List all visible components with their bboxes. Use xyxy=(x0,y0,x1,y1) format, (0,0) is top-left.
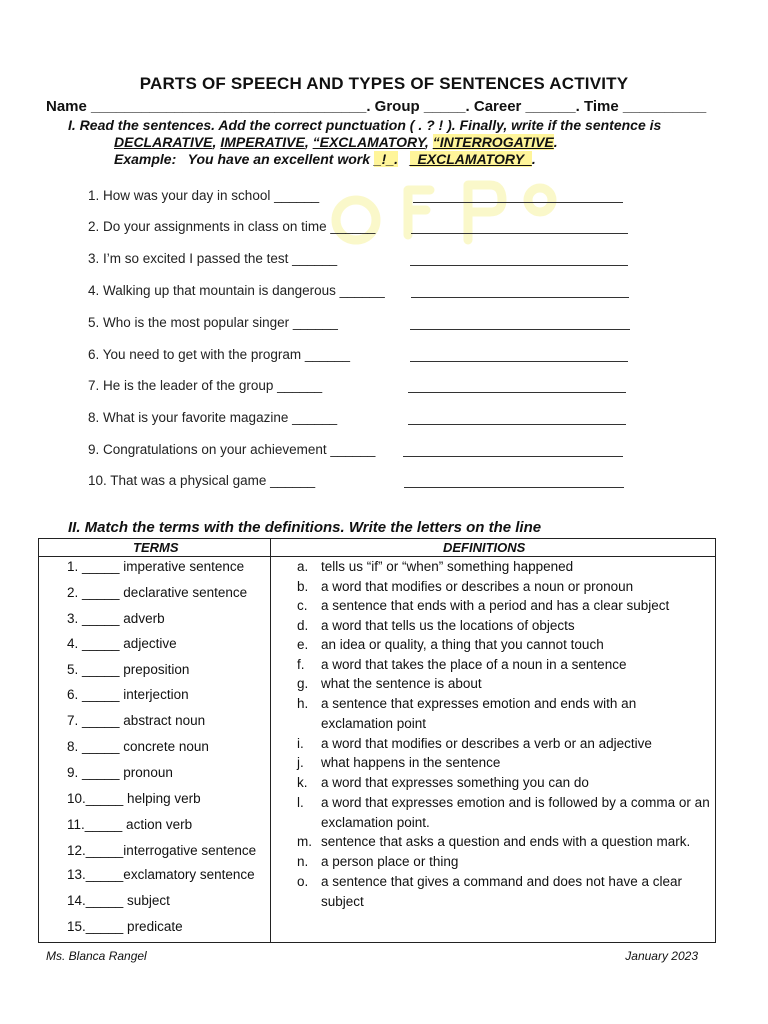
term-item: 10._____ helping verb xyxy=(67,791,201,806)
definitions-header: DEFINITIONS xyxy=(443,540,526,555)
answer-line[interactable] xyxy=(410,265,628,266)
terms-header: TERMS xyxy=(133,540,179,555)
section-2-instruction: II. Match the terms with the definitions. Write the letters on the line xyxy=(68,519,542,536)
answer-line[interactable] xyxy=(413,202,623,203)
example-type: _EXCLAMATORY_ xyxy=(409,151,532,167)
sentence-item: 3. I’m so excited I passed the test ______ xyxy=(88,251,337,271)
name-group-career-time-line: Name _________________________________. Group _____. Career ______. Time __________ xyxy=(46,98,707,115)
example-line: Example: You have an excellent work _!_. _EXCLAMATORY_. xyxy=(114,151,536,167)
matching-table: TERMS DEFINITIONS 1. _____ imperative sentence 2. _____ declarative sentence 3. _____ adverb 4. _____ adjective 5. _____ preposition 6. _____ interjection 7. _____ abstract noun 8. _____ concrete noun 9. _____ pronoun 10._____ helping verb 11._____ action verb 12._____interrogative sentence 13._____exclamatory sentence 14._____ subject 15._____ predicate a. tells us “if” or “when” something happened b. a word that modifies or describes a noun or pronoun c. a sentence that ends with a period and has a clear subject d. a word that tells us the locations of objects e. an idea or quality, a thing that you cannot touch f. a word that takes the place of a noun in a sentence g. what the sentence is about h. a sentence that expresses emotion and ends with an exclamation point i. a word that modifies or describes a verb or an adjective j. what happens in the sentence k. a word that expresses something you can do l. a word that expresses emotion and is followed by a comma or an exclamation point. m. sentence that asks a question and ends with a question mark. n. a person place or thing o. a sentence that gives a command and does not have a clear subject xyxy=(38,538,716,943)
answer-line[interactable] xyxy=(411,297,629,298)
footer-author: Ms. Blanca Rangel xyxy=(46,949,147,963)
answer-line[interactable] xyxy=(408,392,626,393)
worksheet-title: PARTS OF SPEECH AND TYPES OF SENTENCES ACTIVITY xyxy=(139,74,629,93)
answer-line[interactable] xyxy=(410,361,628,362)
footer-date: January 2023 xyxy=(625,949,698,963)
sentence-item: 4. Walking up that mountain is dangerous ______ xyxy=(88,283,385,303)
sentence-item: 5. Who is the most popular singer ______ xyxy=(88,315,338,335)
sentence-item: 8. What is your favorite magazine ______ xyxy=(88,410,337,430)
example-punctuation: _!_. xyxy=(373,151,399,167)
answer-line[interactable] xyxy=(410,329,630,330)
section-1-instruction-line: I. Read the sentences. Add the correct punctuation ( . ? ! ). Finally, write if the sentence is xyxy=(68,117,662,133)
sentence-item: 7. He is the leader of the group ______ xyxy=(88,378,322,398)
term-item: 8. _____ concrete noun xyxy=(67,739,209,754)
watermark-logo xyxy=(318,160,568,255)
sentence-item: 2. Do your assignments in class on time ______ xyxy=(88,219,375,239)
term-item: 15._____ predicate xyxy=(67,919,183,934)
example-sentence: You have an excellent work xyxy=(187,151,370,167)
term-item: 4. _____ adjective xyxy=(67,636,177,651)
term-item: 6. _____ interjection xyxy=(67,687,189,702)
term-item: 3. _____ adverb xyxy=(67,611,165,626)
answer-line[interactable] xyxy=(408,424,626,425)
answer-line[interactable] xyxy=(411,233,628,234)
term-item: 9. _____ pronoun xyxy=(67,765,173,780)
sentence-item: 6. You need to get with the program ______ xyxy=(88,347,350,367)
type-exclamatory: “EXCLAMATORY xyxy=(312,134,425,150)
sentence-item: 10. That was a physical game ______ xyxy=(88,473,315,493)
term-item: 1. _____ imperative sentence xyxy=(67,559,245,574)
term-item: 14._____ subject xyxy=(67,893,170,908)
term-item: 11._____ action verb xyxy=(67,817,193,832)
term-item: 7. _____ abstract noun xyxy=(67,713,206,728)
term-item: 12._____interrogative sentence xyxy=(67,843,257,858)
table-column-divider xyxy=(270,539,271,942)
sentence-item: 9. Congratulations on your achievement ______ xyxy=(88,442,375,462)
sentence-item: 1. How was your day in school ______ xyxy=(88,188,319,208)
type-interrogative: “INTERROGATIVE xyxy=(432,134,554,150)
answer-line[interactable] xyxy=(403,456,623,457)
example-label: Example: xyxy=(114,151,177,167)
type-declarative: DECLARATIVE xyxy=(114,134,213,150)
term-item: 5. _____ preposition xyxy=(67,662,190,677)
term-item: 2. _____ declarative sentence xyxy=(67,585,248,600)
term-item: 13._____exclamatory sentence xyxy=(67,867,255,882)
answer-line[interactable] xyxy=(404,487,624,488)
sentence-types-line: DECLARATIVE, IMPERATIVE, “EXCLAMATORY, “INTERROGATIVE. xyxy=(114,134,558,150)
type-imperative: IMPERATIVE xyxy=(220,134,305,150)
